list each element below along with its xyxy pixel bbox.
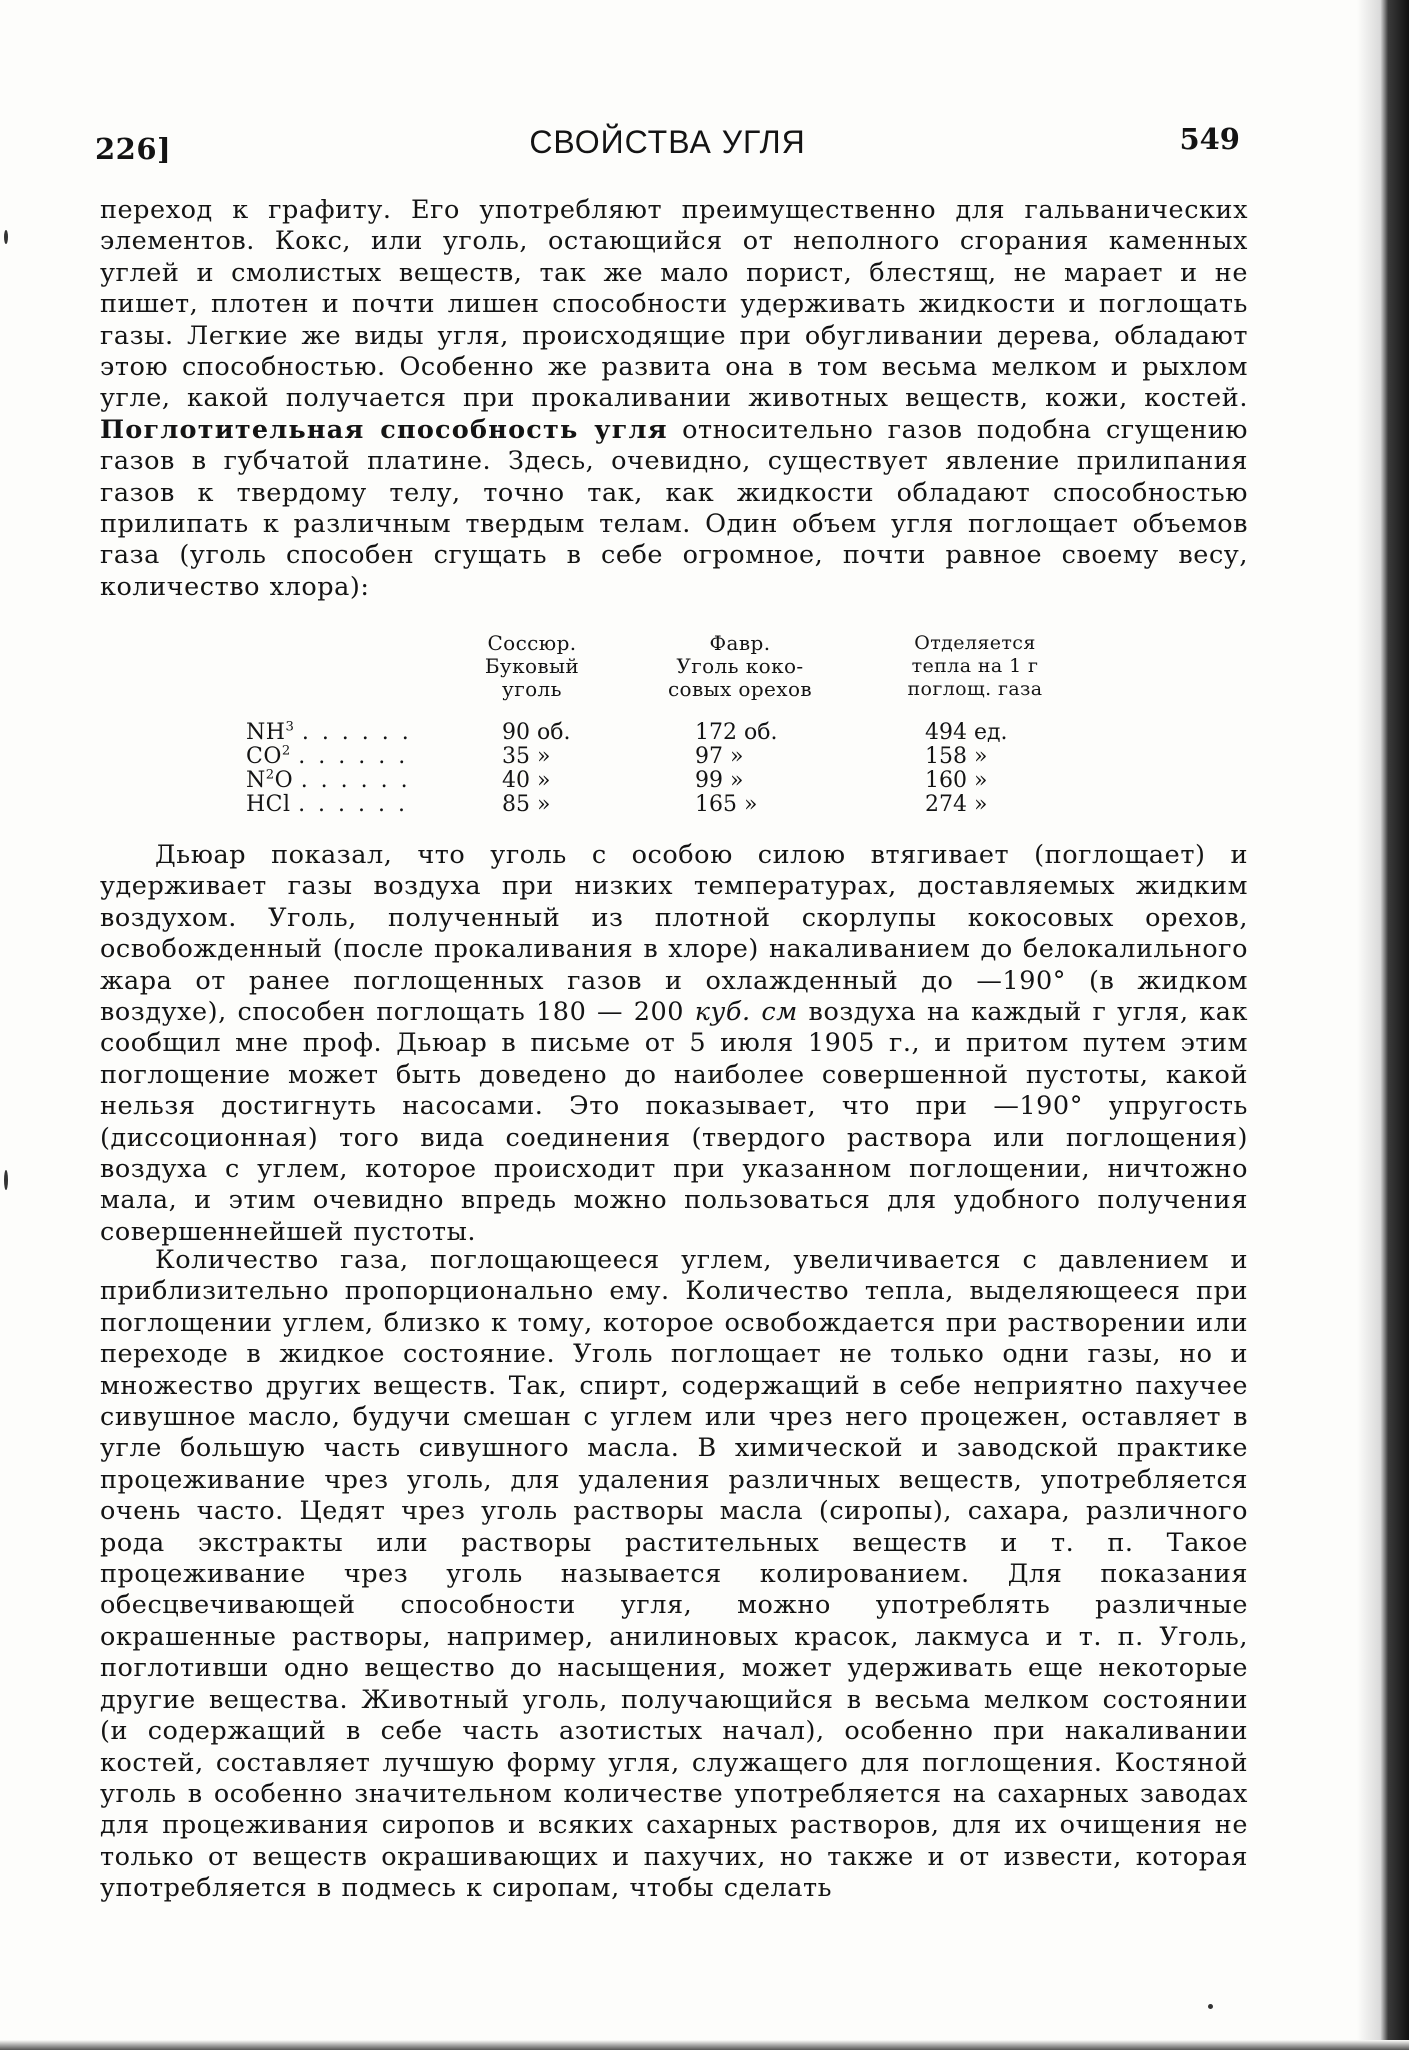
gas-formula: N <box>246 768 266 793</box>
paragraph-1 <box>100 195 1248 603</box>
scan-speck <box>4 230 8 244</box>
running-head <box>95 118 1240 168</box>
value-heat: 160 » <box>925 768 988 793</box>
header-line: уголь <box>502 677 562 701</box>
table-row <box>240 792 1140 816</box>
header-line: тепла на 1 г <box>911 655 1039 677</box>
value-heat: 158 » <box>925 744 988 769</box>
dot-leader: . . . . . . <box>298 744 409 769</box>
gas-formula-tail: O <box>274 768 294 793</box>
column-header-favre <box>650 632 830 701</box>
header-line: совых орехов <box>667 677 813 701</box>
header-line: Отделяется <box>914 632 1036 654</box>
value-favre: 172 об. <box>695 720 778 745</box>
paragraph-2-text-a: Дьюар показал, что уголь с особою силою втягивает (поглощает) и удерживает газы воздуха при низких температурах, доставляемых жидким воздухом. Уголь, полученный из плотной скорлупы кокосовых орехов, освобожденный (после прокаливания в хлоре) накаливанием до белокалильного жара от ранее поглощенных газов и охлажденный до —190° (в жидком воздухе), способен поглощать 180 — 200 <box>100 840 1248 1028</box>
gas-subscript: 3 <box>285 719 295 735</box>
page-bottom-edge <box>0 2040 1409 2050</box>
paragraph-2 <box>100 840 1248 1248</box>
header-line: Буковый <box>484 654 580 678</box>
paragraph-1-text-a: переход к графиту. Его употребляют преимущественно для гальванических элементов. Кокс, или уголь, остающийся от неполного сгорания каменных углей и смолистых веществ, так же мало порист‚ блестящ, не марает и не пишет, плотен и почти лишен способности удерживать жидкости и поглощать газы. Легкие же виды угля, происходящие при обугливании дерева, обладают этою способностью. Особенно же развита она в том весьма мелком и рыхлом угле, какой получается при прокаливании животных веществ, кожи, костей. <box>100 195 1248 414</box>
column-header-saussure <box>462 632 602 701</box>
value-favre: 165 » <box>695 792 758 817</box>
header-line: Соссюр. <box>487 631 577 655</box>
header-line: поглощ. газа <box>907 678 1043 700</box>
unit-italic: куб. см <box>694 997 798 1028</box>
value-heat: 274 » <box>925 792 988 817</box>
section-number: 226] <box>95 132 172 166</box>
dot-leader: . . . . . . <box>301 720 412 745</box>
scan-speck <box>1208 2004 1213 2009</box>
page-title: СВОЙСТВА УГЛЯ <box>529 124 806 160</box>
value-heat: 494 ед. <box>925 720 1008 745</box>
value-saussure: 85 » <box>502 792 551 817</box>
page-edge-shadow <box>1357 0 1409 2050</box>
value-favre: 99 » <box>695 768 744 793</box>
table-row <box>240 744 1140 768</box>
gas-formula: HCl <box>246 792 291 817</box>
header-line: Уголь коко- <box>676 654 804 678</box>
gas-label <box>246 768 446 793</box>
column-header-heat <box>880 632 1070 701</box>
table-row <box>240 768 1140 792</box>
dot-leader: . . . . . . <box>298 792 408 817</box>
gas-formula: CO <box>246 744 282 769</box>
paragraph-1-text-b: относительно газов подобна сгущению газов в губчатой платине. Здесь, очевидно, существует явление прилипания газов к твердому телу, точно так, как жидкости обладают способностью прилипать к различным твердым телам. Один объем угля поглощает объемов газа (уголь способен сгущать в себе огромное, почти равное своему весу, количество хлора): <box>100 414 1248 602</box>
paragraph-2-text-b: воздуха на каждый г угля, как сообщил мне проф. Дьюар в письме от 5 июля 1905 г., и притом путем этим поглощение может быть доведено до наиболее совершенной пустоты, какой нельзя достигнуть насосами. Это показывает, что при —190° упругость (диссоционная) того вида соединения (твердого раствора или поглощения) воздуха с углем, которое происходит при указанном поглощении, ничтожно мала, и этим очевидно впредь можно пользоваться для удобного получения совершеннейшей пустоты. <box>100 997 1248 1247</box>
paragraph-3: Количество газа, поглощающееся углем, увеличивается с давлением и приблизительно пропорционально ему. Количество тепла, выделяющееся при поглощении углем, близко к тому, которое освобождается при растворении или переходе в жидкое состояние. Уголь поглощает не только одни газы, но и множество других веществ. Так, спирт, содержащий в себе неприятно пахучее сивушное масло, будучи смешан с углем или чрез него процежен, оставляет в угле большую часть сивушного масла. В химической и заводской практике процеживание чрез уголь, для удаления различных веществ, употребляется очень часто. Цедят чрез уголь растворы масла (сиропы), сахара, различного рода экстракты или растворы растительных веществ и т. п. Такое процеживание чрез уголь называется колированием. Для показания обесцвечивающей способности угля, можно употреблять различные окрашенные растворы, например, анилиновых красок, лакмуса и т. п. Уголь, поглотивши одно вещество до насыщения, может удерживать еще некоторые другие вещества. Животный уголь, получающийся в весьма мелком состоянии (и содержащий в себе часть азотистых начал), особенно при накаливании костей, составляет лучшую форму угля, служащего для поглощения. Костяной уголь в особенно значительном количестве употребляется на сахарных заводах для процеживания сиропов и всяких сахарных растворов, для их очищения не только от веществ окрашивающих и пахучих, но также и от извести, которая употребляется в подмесь к сиропам, чтобы сделать <box>100 1245 1248 1904</box>
value-saussure: 90 об. <box>502 720 571 745</box>
scan-speck <box>4 1170 8 1190</box>
bold-term: Поглотительная способность угля <box>100 414 668 445</box>
table-row <box>240 720 1140 744</box>
gas-label <box>246 792 446 817</box>
page-number: 549 <box>1179 122 1240 156</box>
gas-subscript: 2 <box>281 743 291 759</box>
value-saussure: 35 » <box>502 744 551 769</box>
gas-subscript: 2 <box>265 767 275 783</box>
gas-formula: NH <box>246 720 286 745</box>
dot-leader: . . . . . . <box>300 768 411 793</box>
value-saussure: 40 » <box>502 768 551 793</box>
gas-label <box>246 720 446 745</box>
header-line: Фавр. <box>709 631 771 655</box>
gas-label <box>246 744 446 769</box>
value-favre: 97 » <box>695 744 744 769</box>
